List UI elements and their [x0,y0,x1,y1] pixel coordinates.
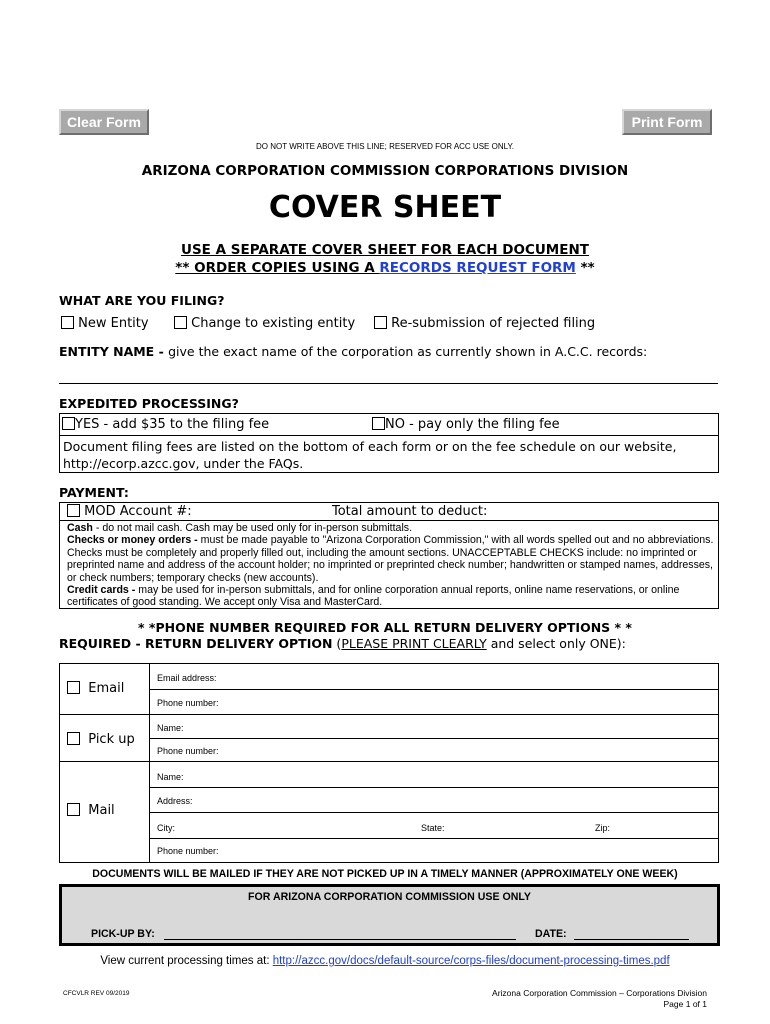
delivery-option-pickup[interactable] [67,732,135,747]
credit-text: may be used for in-person submittals, and for online corporation annual reports, online name reservations, or online certificates of good standing. We accept only Visa and MasterCard. [67,584,680,609]
filing-heading: WHAT ARE YOU FILING? [59,293,225,308]
checks-label: Checks or money orders - [67,534,198,547]
option-label: YES - add $35 to the filing fee [75,417,270,432]
total-amount-label: Total amount to deduct: [332,504,488,519]
entity-name-desc: give the exact name of the corporation as currently shown in A.C.C. records: [168,344,648,359]
credit-note [67,584,715,609]
mail-zip-field[interactable]: Zip: [595,823,611,833]
entity-name-field[interactable] [59,383,718,384]
checks-note [67,534,715,584]
payment-details [67,522,715,609]
select-one: and select only ONE [486,636,617,651]
email-address-field[interactable]: Email address: [157,673,217,683]
instruction-line-2 [0,260,770,276]
expedited-box [59,413,719,473]
print-form-button[interactable]: Print Form [622,109,712,135]
records-request-link[interactable]: RECORDS REQUEST FORM [379,260,576,276]
checkbox[interactable] [67,732,80,745]
email-phone-field[interactable]: Phone number: [157,698,219,708]
mail-name-field[interactable]: Name: [157,772,184,782]
option-label: NO - pay only the filing fee [385,417,560,432]
cash-label: Cash [67,522,93,534]
payment-heading: PAYMENT: [59,485,129,500]
pickup-by-label: PICK-UP BY: [91,928,155,940]
footer-org: Arizona Corporation Commission – Corporations Division [492,988,707,998]
option-label: Change to existing entity [191,316,356,331]
checkbox[interactable] [67,681,80,694]
mailed-note: DOCUMENTS WILL BE MAILED IF THEY ARE NOT PICKED UP IN A TIMELY MANNER (APPROXIMATELY ONE WEEK) [92,868,678,880]
row-divider [149,812,718,813]
checkbox[interactable] [174,316,187,329]
delivery-required-heading [59,636,626,651]
mail-city-field[interactable]: City: [157,823,175,833]
cash-text: - do not mail cash. Cash may be used only for in-person submittals. [92,522,413,534]
instruction-suffix: ** [575,260,595,276]
checkbox[interactable] [62,417,75,430]
page-number: Page 1 of 1 [663,999,707,1009]
processing-times-link[interactable]: http://azcc.gov/docs/default-source/corps-files/document-processing-times.pdf [272,955,670,967]
mail-address-field[interactable]: Address: [157,796,193,806]
expedited-yes[interactable] [62,417,269,432]
option-label: Mail [88,803,115,818]
date-line [574,939,689,940]
mail-state-field[interactable]: State: [421,823,445,833]
form-revision: CFCVLR REV 09/2019 [63,990,130,997]
cash-note [67,522,715,534]
processing-text: View current processing times at: [100,955,273,967]
mod-account-label: MOD Account #: [84,504,192,519]
row-divider [149,838,718,839]
acc-use-heading: FOR ARIZONA CORPORATION COMMISSION USE ONLY [248,891,531,903]
acc-use-inner [62,887,717,943]
delivery-option-mail[interactable] [67,803,115,818]
checks-text: must be made payable to "Arizona Corporation Commission," with all words spelled out and no abbreviations. Checks must be completely and properly filled out, including the amount sections. UNACCEPTABLE CHECKS include: no imprinted or preprinted name and address of the account holder; no imprinted or preprinted check number; handwritten or stamped names, addresses, or check numbers; temporary checks (new accounts). [67,534,714,584]
print-clearly: PLEASE PRINT CLEARLY [341,636,487,651]
checkbox[interactable] [372,417,385,430]
expedited-heading: EXPEDITED PROCESSING? [59,396,239,411]
delivery-option-email[interactable] [67,681,124,696]
page-title: COVER SHEET [268,190,502,225]
option-label: Pick up [88,732,135,747]
reserved-note: DO NOT WRITE ABOVE THIS LINE; RESERVED FOR ACC USE ONLY. [256,142,514,151]
pickup-name-field[interactable]: Name: [157,723,184,733]
row-divider [60,714,718,715]
processing-times [0,955,770,967]
expedited-no[interactable] [372,417,560,432]
mail-phone-field[interactable]: Phone number: [157,846,219,856]
pickup-phone-field[interactable]: Phone number: [157,746,219,756]
paren-close: ): [616,636,626,651]
row-divider [149,738,718,739]
option-label: Email [88,681,125,696]
filing-option-new-entity[interactable] [61,316,149,331]
entity-name-bold: ENTITY NAME - [59,344,169,359]
credit-label: Credit cards - [67,584,136,597]
clear-form-button[interactable]: Clear Form [59,109,149,135]
delivery-table [59,663,719,863]
column-divider [149,664,150,862]
row-divider [149,689,718,690]
delivery-required-bold: REQUIRED - RETURN DELIVERY OPTION [59,636,333,651]
payment-box [59,502,719,609]
option-label: Re-submission of rejected filing [391,316,596,331]
divider [60,520,718,521]
agency-heading: ARIZONA CORPORATION COMMISSION CORPORATIONS DIVISION [141,163,629,179]
entity-name-label [59,344,647,359]
acc-use-box [59,884,720,946]
checkbox[interactable] [61,316,74,329]
pickup-by-line [164,939,516,940]
instruction-line-1: USE A SEPARATE COVER SHEET FOR EACH DOCUMENT [181,242,589,258]
option-label: New Entity [78,316,149,331]
checkbox[interactable] [67,803,80,816]
checkbox[interactable] [67,504,80,517]
instruction-prefix: ** ORDER COPIES USING A [175,260,380,276]
checkbox[interactable] [374,316,387,329]
filing-option-change[interactable] [174,316,355,331]
mod-account-option[interactable] [67,504,192,519]
divider [60,435,718,436]
row-divider [149,787,718,788]
fee-note: Document filing fees are listed on the bottom of each form or on the fee schedule on our website, http://ecorp.azcc.gov, under the FAQs. [63,439,677,471]
date-label: DATE: [535,928,567,940]
paren-open: ( [332,636,342,651]
filing-option-resubmission[interactable] [374,316,595,331]
phone-required-note: * *PHONE NUMBER REQUIRED FOR ALL RETURN DELIVERY OPTIONS * * [138,620,632,635]
row-divider [60,761,718,762]
